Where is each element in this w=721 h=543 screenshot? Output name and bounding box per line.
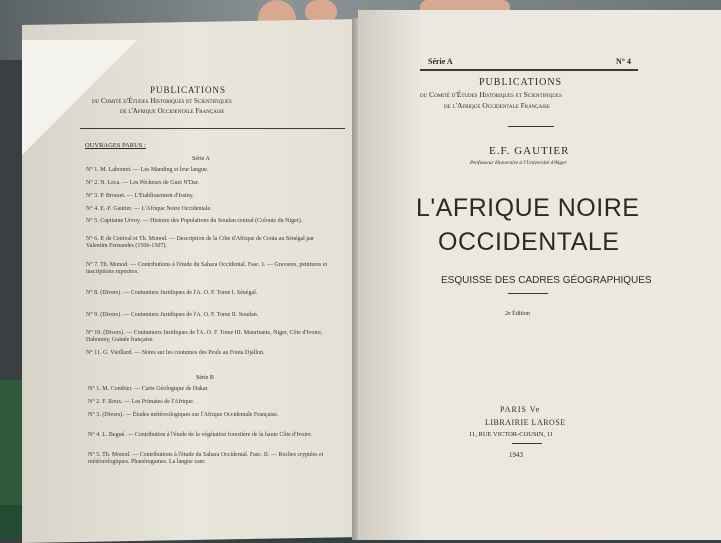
right-subheading-1: du Comité d'Études Historiques et Scientifiques xyxy=(420,90,562,99)
list-item: N° 11. G. Vieillard. — Notes sur les coutumes des Peuls au Fouta Djallon. xyxy=(86,350,265,356)
book-title-line-1: L'AFRIQUE NOIRE xyxy=(416,194,640,222)
publication-year: 1943 xyxy=(509,451,523,459)
list-item: N° 5. Capitaine Urvoy. — Histoire des Populations du Soudan central (Colonie du Niger). xyxy=(86,218,303,224)
left-series-b-label: Série B xyxy=(196,375,214,381)
left-subheading-1: du Comité d'Études Historiques et Scientifiques xyxy=(92,97,232,105)
list-item: N° 6. P. de Cenival et Th. Monod. — Description de la Côte d'Afrique de Ceuta au Sénégal par Valentim Fernandes (1506-1507). xyxy=(86,236,314,249)
right-subheading-2: de l'Afrique Occidentale Française xyxy=(444,101,550,110)
edition-label: 2e Édition xyxy=(505,311,530,317)
list-item: N° 10. (Divers). — Coutumiers Juridiques de l'A. O. F. Tome III. Mauritanie, Niger, Côte d'Ivoire, Dahomey, Guinée française. xyxy=(86,330,323,343)
list-item: N° 9. (Divers). — Coutumiers Juridiques de l'A. O. F. Tome II. Soudan. xyxy=(86,312,259,318)
left-rule-top xyxy=(80,128,345,129)
list-item: N° 3. (Divers). — Études météorologiques sur l'Afrique Occidentale Française. xyxy=(88,412,279,418)
book-subtitle: ESQUISSE DES CADRES GÉOGRAPHIQUES xyxy=(441,275,652,286)
publisher-address: 11, RUE VICTOR-COUSIN, 11 xyxy=(469,431,553,438)
left-subheading-2: de l'Afrique Occidentale Française xyxy=(120,107,225,115)
list-item: N° 4. E.-F. Gautier. — L'Afrique Noire Occidentale. xyxy=(86,206,212,212)
right-rule-top xyxy=(420,69,638,71)
list-item: N° 1. M. Combier. — Carte Géologique de Dakar. xyxy=(88,386,209,392)
author-name: E.F. GAUTIER xyxy=(489,145,570,157)
list-item: N° 5. Th. Monod. — Contributions à l'étude du Sahara Occidental. Fasc. II. — Roches cryptées et météorologiques. Phanérogames. La langue zaer. xyxy=(88,452,324,465)
left-series-a-label: Série A xyxy=(192,156,210,162)
list-item: N° 2. N. Leca. — Les Pêcheurs de Guet N'Dar. xyxy=(86,180,199,186)
right-rule-mid xyxy=(508,126,554,127)
address-rule xyxy=(512,443,542,444)
list-item: N° 2. F. Roux. — Les Primates de l'Afrique. xyxy=(88,399,195,405)
left-heading: PUBLICATIONS xyxy=(150,85,227,95)
list-item: N° 8. (Divers). — Coutumiers Juridiques de l'A. O. F. Tome I. Sénégal. xyxy=(86,290,258,296)
publisher-city: PARIS Ve xyxy=(500,405,541,414)
book-title-line-2: OCCIDENTALE xyxy=(438,228,620,256)
numero-label: N° 4 xyxy=(616,57,631,66)
list-item: N° 1. M. Labouret. — Les Manding et leur langue. xyxy=(86,167,209,173)
serie-label: Série A xyxy=(428,57,453,66)
author-title: Professeur Honoraire à l'Université d'Alger xyxy=(470,160,567,166)
list-item: N° 4. L. Begué. — Contribution à l'étude de la végétation forestière de la haute Côte d'Ivoire. xyxy=(88,432,313,438)
left-section-label: OUVRAGES PARUS : xyxy=(85,142,146,149)
list-item: N° 3. P. Brosset. — L'Établissement d'Issiny. xyxy=(86,193,194,199)
right-heading: PUBLICATIONS xyxy=(479,77,563,88)
publisher-name: LIBRAIRIE LAROSE xyxy=(485,418,566,427)
list-item: N° 7. Th. Monod. — Contributions à l'étude du Sahara Occidental. Fasc. I. — Gravures, peintures et inscriptions rupestres. xyxy=(86,262,328,275)
subtitle-rule xyxy=(508,293,548,294)
